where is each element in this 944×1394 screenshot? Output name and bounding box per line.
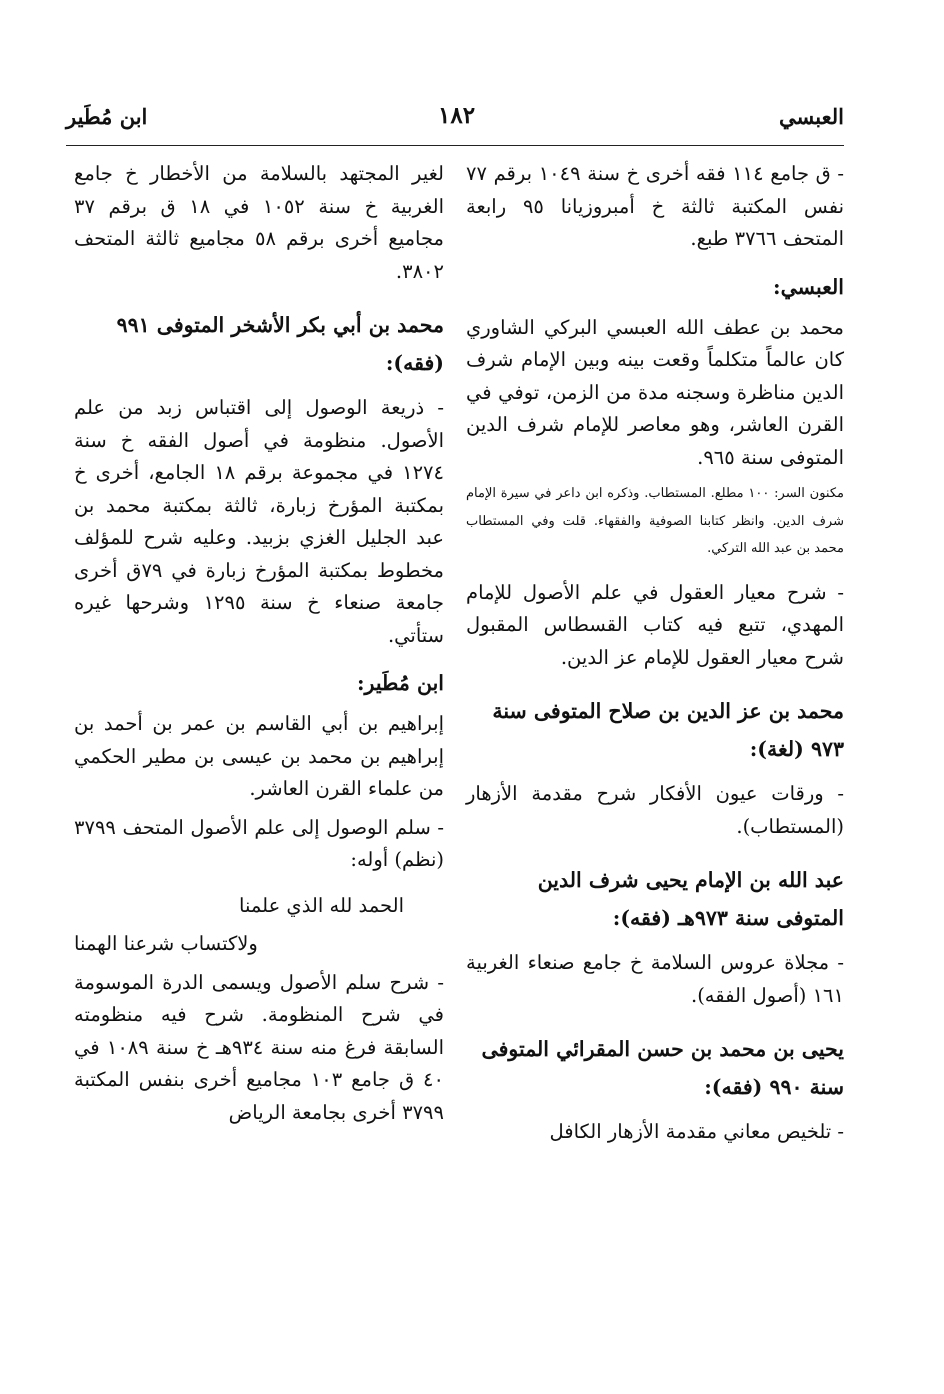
page-number: ١٨٢ [438,102,476,129]
running-head-right: العبسي [779,104,844,129]
right-column [466,158,844,1159]
work-item-talkhis: - تلخيص معاني مقدمة الأزهار الكافل [549,1120,844,1143]
work-item-waraqat: - ورقات عيون الأفكار شرح مقدمة الأزهار (المستطاب). [466,782,844,838]
poem-verse [74,887,444,963]
header-rule [66,145,844,146]
work-item-miyar: - شرح معيار العقول في علم الأصول للإمام المهدي، تتبع فيه كتاب القسطاس المقبول شرح معيار العقول للإمام عز الدين. [466,580,844,669]
page-header [66,96,844,140]
poem-hemistich-first: الحمد لله الذي علمنا [239,893,404,917]
biography-mutayr: إبراهيم بن أبي القاسم بن عمر بن أحمد بن إبراهيم بن محمد بن عيسى بن مطير الحكمي من علماء القرن العاشر. [74,712,444,800]
work-item-sharh: - شرح سلم الأصول ويسمى الدرة الموسومة في شرح المنظومة. شرح فيه منظومته السابقة فرغ منه سنة ٩٣٤هـ خ سنة ١٠٨٩ في ٤٠ ق جامع ١٠٣ مجاميع أخرى بنفس المكتبة ٣٧٩٩ أخرى بجامعة الرياض [74,970,444,1124]
work-item-dhariya: - ذريعة الوصول إلى اقتباس زبد من علم الأصول. منظومة في أصول الفقه خ سنة ١٢٧٤ في مجموعة برقم ١٨ الجامع، أخرى خ بمكتبة المؤرخ زبارة، ثالثة بمكتبة محمد بن عبد الجليل الغزي بزبيد. وعليه شرح للمؤلف مخطوط بمكتبة المؤرخ زبارة في ٧٩ق أخرى جامعة صنعاء خ سنة ١٢٩٥ وشرحها غيره ستأتي. [74,396,444,647]
poem-hemistich-second: ولاكتساب شرعنا الهمنا [74,931,258,955]
entry-heading-yahya: يحيى بن محمد بن حسن المقرائي المتوفى سنة ٩٩٠ (فقه): [481,1037,844,1099]
source-note-absi: مكنون السر: ١٠٠ مطلع. المستطاب. وذكره ابن داعر في سيرة الإمام شرف الدين. وانظر كتابنا الصوفية والفقهاء. قلت وفي المستطاب محمد بن عبد الله التركي. [466,486,844,556]
entry-heading-izz: محمد بن عز الدين بن صلاح المتوفى سنة ٩٧٣ (لغة): [492,699,844,761]
entry-heading-mutayr: ابن مُطَير: [356,671,444,695]
running-head-left: ابن مُطَير [66,104,148,129]
entry-heading-absi: العبسي: [773,274,844,299]
work-item-sullam: - سلم الوصول إلى علم الأصول المتحف ٣٧٩٩ (نظم) أوله: [74,815,444,871]
work-item-mujalla: - مجلاة عروس السلامة خ جامع صنعاء الغربية ١٦١ (أصول الفقه). [466,951,844,1007]
biography-absi: محمد بن عطف الله العبسي البركي الشاوري كان عالماً متكلماً وقعت بينه وبين الإمام شرف الدين مناظرة وسجنه مدة من الزمن، توفي في القرن العاشر، وهو معاصر للإمام شرف الدين المتوفى سنة ٩٦٥. [466,315,844,469]
left-column [74,158,444,1139]
continuation-paragraph-left: لغير المجتهد بالسلامة من الأخطار خ جامع الغربية خ سنة ١٠٥٢ في ١٨ ق برقم ٣٧ مجاميع أخرى برقم ٥٨ مجاميع ثالثة المتحف ٣٨٠٢. [74,162,444,283]
entry-heading-abdullah: عبد الله بن الإمام يحيى شرف الدين المتوفى سنة ٩٧٣هـ (فقه): [537,868,844,930]
continuation-paragraph: - ق جامع ١١٤ فقه أخرى خ سنة ١٠٤٩ برقم ٧٧ نفس المكتبة ثالثة خ أمبروزيانا ٩٥ رابعة المتحف ٣٧٦٦ طبع. [466,162,844,250]
entry-heading-ashkhar: محمد بن أبي بكر الأشخر المتوفى ٩٩١ (فقه): [116,313,444,375]
